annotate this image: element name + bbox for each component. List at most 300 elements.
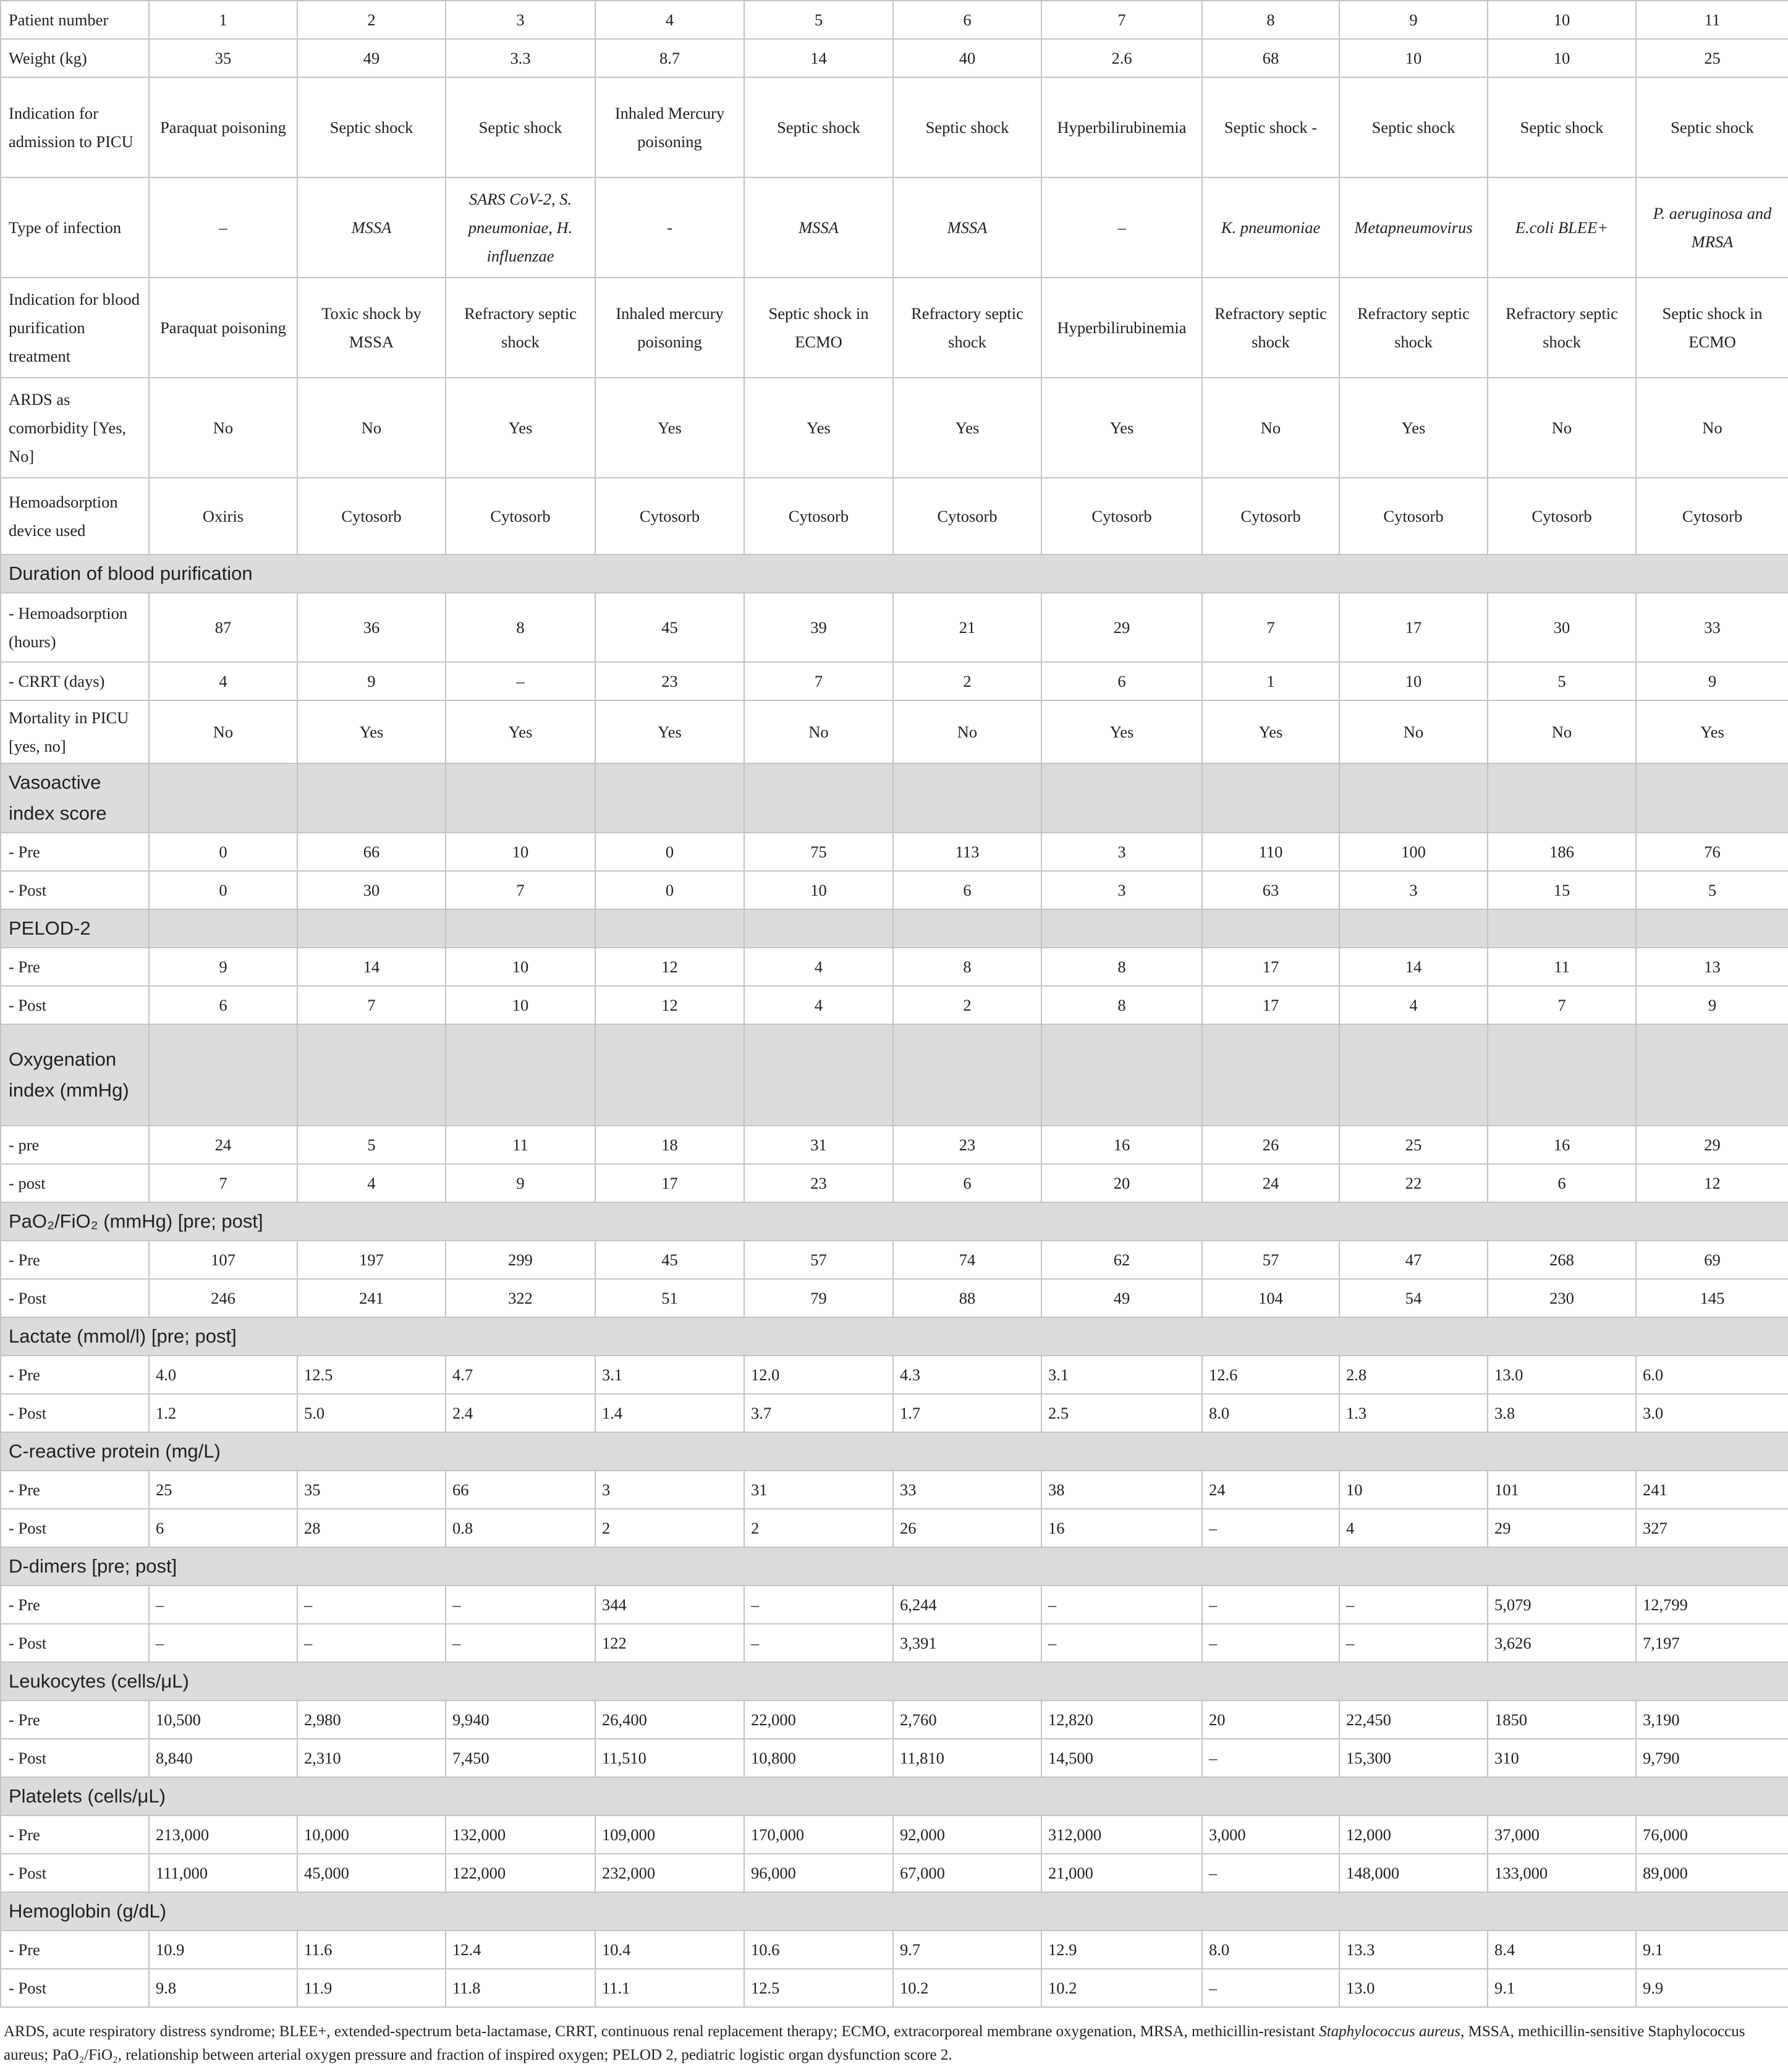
table-cell: 8.0 — [1202, 1394, 1339, 1432]
table-cell: P. aeruginosa and MRSA — [1636, 177, 1788, 278]
table-cell: 69 — [1636, 1241, 1788, 1279]
section-empty-cell — [744, 763, 893, 833]
table-cell: Metapneumovirus — [1339, 177, 1488, 278]
table-cell: 22,450 — [1339, 1700, 1488, 1739]
table-row — [1, 77, 1788, 177]
table-cell: 5 — [744, 1, 893, 39]
table-cell: 66 — [297, 833, 446, 871]
table-cell: 3 — [595, 1471, 744, 1509]
table-cell: 4 — [149, 662, 297, 700]
table-cell: 1850 — [1488, 1700, 1636, 1739]
row-label: - Hemoadsorption (hours) — [1, 593, 149, 662]
table-row — [1, 1509, 1788, 1547]
table-cell: 12 — [595, 948, 744, 986]
table-cell: No — [1488, 378, 1636, 478]
section-empty-cell — [1339, 909, 1488, 948]
table-cell: 9.9 — [1636, 1969, 1788, 2007]
section-header-row — [1, 909, 1788, 948]
table-cell: Septic shock in ECMO — [1636, 278, 1788, 378]
table-cell: No — [149, 378, 297, 478]
table-cell: 31 — [744, 1471, 893, 1509]
row-label: - post — [1, 1164, 149, 1202]
table-cell: 33 — [893, 1471, 1041, 1509]
row-label: - Pre — [1, 1586, 149, 1624]
table-cell: 24 — [1202, 1164, 1339, 1202]
table-cell: 113 — [893, 833, 1041, 871]
table-cell: – — [1202, 1586, 1339, 1624]
table-cell: 40 — [893, 39, 1041, 77]
row-label: - Pre — [1, 1930, 149, 1969]
table-cell: 11,810 — [893, 1739, 1041, 1777]
section-empty-cell — [1041, 1024, 1202, 1126]
table-cell: 10 — [446, 948, 595, 986]
row-label: - Post — [1, 1394, 149, 1432]
table-cell: 2.8 — [1339, 1356, 1488, 1394]
table-cell: Yes — [595, 700, 744, 763]
section-header-row — [1, 1547, 1788, 1586]
row-label: - Pre — [1, 948, 149, 986]
table-cell: 6 — [893, 871, 1041, 909]
table-cell: 51 — [595, 1279, 744, 1317]
table-cell: 2 — [893, 662, 1041, 700]
section-empty-cell — [1202, 763, 1339, 833]
table-cell: 76,000 — [1636, 1815, 1788, 1854]
table-cell: 26,400 — [595, 1700, 744, 1739]
table-cell: Yes — [297, 700, 446, 763]
table-cell: 9.1 — [1636, 1930, 1788, 1969]
table-cell: 33 — [1636, 593, 1788, 662]
table-row — [1, 1854, 1788, 1892]
section-header-row — [1, 1024, 1788, 1126]
table-cell: 2,760 — [893, 1700, 1041, 1739]
table-cell: 15,300 — [1339, 1739, 1488, 1777]
table-cell: – — [1202, 1509, 1339, 1547]
table-cell: 4.3 — [893, 1356, 1041, 1394]
table-cell: 26 — [1202, 1126, 1339, 1164]
table-row — [1, 833, 1788, 871]
table-cell: K. pneumoniae — [1202, 177, 1339, 278]
row-label: - Post — [1, 1279, 149, 1317]
table-cell: 29 — [1488, 1509, 1636, 1547]
table-cell: 7 — [1202, 593, 1339, 662]
section-empty-cell — [893, 763, 1041, 833]
table-cell: 2 — [595, 1509, 744, 1547]
table-row — [1, 1739, 1788, 1777]
table-cell: Septic shock — [1636, 77, 1788, 177]
table-cell: 322 — [446, 1279, 595, 1317]
table-row — [1, 1279, 1788, 1317]
table-cell: 6 — [893, 1, 1041, 39]
section-title: PELOD-2 — [1, 909, 149, 948]
table-cell: 66 — [446, 1471, 595, 1509]
table-cell: SARS CoV-2, S. pneumoniae, H. influenzae — [446, 177, 595, 278]
table-cell: Refractory septic shock — [1488, 278, 1636, 378]
table-row — [1, 177, 1788, 278]
table-cell: 12.6 — [1202, 1356, 1339, 1394]
table-cell: 4 — [1339, 986, 1488, 1024]
table-cell: Yes — [1202, 700, 1339, 763]
section-header-row — [1, 1432, 1788, 1471]
section-empty-cell — [744, 1024, 893, 1126]
table-row — [1, 1815, 1788, 1854]
section-empty-cell — [149, 763, 297, 833]
table-cell: 186 — [1488, 833, 1636, 871]
table-cell: 4.7 — [446, 1356, 595, 1394]
table-cell: Cytosorb — [1339, 478, 1488, 554]
table-cell: 213,000 — [149, 1815, 297, 1854]
table-cell: Yes — [1041, 378, 1202, 478]
table-cell: 1.4 — [595, 1394, 744, 1432]
table-cell: 5 — [1488, 662, 1636, 700]
table-cell: No — [1488, 700, 1636, 763]
table-cell: 45 — [595, 593, 744, 662]
table-cell: 14 — [297, 948, 446, 986]
table-row — [1, 1, 1788, 39]
table-row — [1, 478, 1788, 554]
row-label: - Pre — [1, 1471, 149, 1509]
section-empty-cell — [297, 909, 446, 948]
section-title: C-reactive protein (mg/L) — [1, 1432, 1788, 1471]
table-cell: Refractory septic shock — [1339, 278, 1488, 378]
section-header-row — [1, 1317, 1788, 1356]
table-cell: 2 — [297, 1, 446, 39]
table-cell: – — [446, 1586, 595, 1624]
table-cell: 10.2 — [893, 1969, 1041, 2007]
section-empty-cell — [446, 1024, 595, 1126]
section-empty-cell — [1488, 763, 1636, 833]
table-cell: 3 — [1041, 833, 1202, 871]
row-label: - Post — [1, 1854, 149, 1892]
table-row — [1, 986, 1788, 1024]
table-cell: 232,000 — [595, 1854, 744, 1892]
section-empty-cell — [1339, 1024, 1488, 1126]
table-cell: 10 — [1339, 1471, 1488, 1509]
table-cell: Septic shock — [1488, 77, 1636, 177]
table-cell: 4 — [297, 1164, 446, 1202]
table-cell: No — [149, 700, 297, 763]
footnote-text: ARDS, acute respiratory distress syndrome; BLEE+, extended-spectrum beta-lactamase, CRRT, continuous renal replacement therapy; ECMO, extracorporeal membrane oxygenation, MRSA, methicillin-resistant — [4, 2023, 1320, 2040]
table-row — [1, 1356, 1788, 1394]
section-empty-cell — [1202, 909, 1339, 948]
table-row — [1, 700, 1788, 763]
table-cell: 11.6 — [297, 1930, 446, 1969]
table-cell: 12.0 — [744, 1356, 893, 1394]
table-cell: Hyperbilirubinemia — [1041, 278, 1202, 378]
table-cell: No — [297, 378, 446, 478]
table-cell: 92,000 — [893, 1815, 1041, 1854]
table-cell: 6 — [149, 986, 297, 1024]
table-cell: 268 — [1488, 1241, 1636, 1279]
table-cell: 21,000 — [1041, 1854, 1202, 1892]
table-cell: 20 — [1041, 1164, 1202, 1202]
section-title: PaO₂/FiO₂ (mmHg) [pre; post] — [1, 1202, 1788, 1241]
table-cell: 11,510 — [595, 1739, 744, 1777]
table-cell: 16 — [1041, 1126, 1202, 1164]
table-cell: 12,799 — [1636, 1586, 1788, 1624]
table-cell: 89,000 — [1636, 1854, 1788, 1892]
row-label: - CRRT (days) — [1, 662, 149, 700]
row-label: - Post — [1, 1969, 149, 2007]
table-cell: 29 — [1041, 593, 1202, 662]
section-header-row — [1, 1662, 1788, 1700]
row-label: - Post — [1, 986, 149, 1024]
table-cell: 246 — [149, 1279, 297, 1317]
table-cell: 26 — [893, 1509, 1041, 1547]
table-cell: 2,980 — [297, 1700, 446, 1739]
table-cell: 3.3 — [446, 39, 595, 77]
table-cell: 35 — [297, 1471, 446, 1509]
section-empty-cell — [595, 763, 744, 833]
table-cell: No — [744, 700, 893, 763]
table-cell: 11 — [1488, 948, 1636, 986]
section-title: D-dimers [pre; post] — [1, 1547, 1788, 1586]
table-cell: 9 — [1339, 1, 1488, 39]
table-cell: – — [744, 1586, 893, 1624]
table-cell: – — [1202, 1739, 1339, 1777]
table-cell: 299 — [446, 1241, 595, 1279]
table-cell: 7 — [446, 871, 595, 909]
table-cell: No — [893, 700, 1041, 763]
table-cell: 9 — [446, 1164, 595, 1202]
section-empty-cell — [595, 909, 744, 948]
table-cell: 7 — [149, 1164, 297, 1202]
section-empty-cell — [297, 1024, 446, 1126]
table-cell: 12.5 — [744, 1969, 893, 2007]
table-cell: 2 — [744, 1509, 893, 1547]
section-header-row — [1, 1777, 1788, 1815]
table-row — [1, 39, 1788, 77]
table-cell: 4 — [595, 1, 744, 39]
table-row — [1, 662, 1788, 700]
row-label: - Post — [1, 1739, 149, 1777]
row-label: Patient number — [1, 1, 149, 39]
table-cell: 4 — [744, 948, 893, 986]
section-empty-cell — [297, 763, 446, 833]
table-cell: 22 — [1339, 1164, 1488, 1202]
table-cell: 20 — [1202, 1700, 1339, 1739]
table-cell: 15 — [1488, 871, 1636, 909]
table-row — [1, 1394, 1788, 1432]
table-cell: 6,244 — [893, 1586, 1041, 1624]
section-empty-cell — [1488, 1024, 1636, 1126]
table-cell: 132,000 — [446, 1815, 595, 1854]
table-cell: 3.0 — [1636, 1394, 1788, 1432]
table-cell: 1.3 — [1339, 1394, 1488, 1432]
table-row — [1, 278, 1788, 378]
table-cell: 13.0 — [1339, 1969, 1488, 2007]
table-cell: No — [1202, 378, 1339, 478]
table-cell: 10,500 — [149, 1700, 297, 1739]
table-cell: 2.5 — [1041, 1394, 1202, 1432]
section-empty-cell — [446, 763, 595, 833]
table-row — [1, 1586, 1788, 1624]
table-cell: Paraquat poisoning — [149, 278, 297, 378]
table-cell: Inhaled mercury poisoning — [595, 278, 744, 378]
table-cell: 45 — [595, 1241, 744, 1279]
table-cell: 75 — [744, 833, 893, 871]
table-cell: 3 — [1041, 871, 1202, 909]
row-label: - pre — [1, 1126, 149, 1164]
table-cell: 10 — [446, 986, 595, 1024]
section-title: Duration of blood purification — [1, 554, 1788, 593]
table-cell: 17 — [1202, 986, 1339, 1024]
table-cell: Yes — [893, 378, 1041, 478]
table-cell: 241 — [297, 1279, 446, 1317]
section-empty-cell — [1041, 763, 1202, 833]
table-cell: 76 — [1636, 833, 1788, 871]
table-cell: 12 — [595, 986, 744, 1024]
table-cell: 8,840 — [149, 1739, 297, 1777]
table-cell: 7,197 — [1636, 1624, 1788, 1662]
section-empty-cell — [1041, 909, 1202, 948]
table-cell: – — [1339, 1624, 1488, 1662]
table-cell: Refractory septic shock — [446, 278, 595, 378]
table-cell: 10.4 — [595, 1930, 744, 1969]
row-label: Weight (kg) — [1, 39, 149, 77]
row-label: - Pre — [1, 1700, 149, 1739]
table-cell: – — [297, 1624, 446, 1662]
table-cell: 11 — [1636, 1, 1788, 39]
section-empty-cell — [595, 1024, 744, 1126]
table-cell: Hyperbilirubinemia — [1041, 77, 1202, 177]
table-cell: 35 — [149, 39, 297, 77]
table-cell: – — [1041, 1624, 1202, 1662]
table-cell: 197 — [297, 1241, 446, 1279]
table-cell: – — [1202, 1854, 1339, 1892]
footnote-text-end: , MSSA, methicillin-sensitive Staphylococcus aureus; PaO₂/FiO₂, relationship between arterial oxygen pressure and fraction of inspired oxygen; PELOD 2, pediatric logistic organ dysfunction score 2. — [4, 2023, 1745, 2063]
table-cell: Cytosorb — [1041, 478, 1202, 554]
table-cell: 8 — [446, 593, 595, 662]
table-row — [1, 1700, 1788, 1739]
table-cell: Toxic shock by MSSA — [297, 278, 446, 378]
table-cell: Septic shock — [1339, 77, 1488, 177]
section-header-row — [1, 1892, 1788, 1930]
table-cell: 9 — [149, 948, 297, 986]
table-cell: 7 — [744, 662, 893, 700]
table-cell: 310 — [1488, 1739, 1636, 1777]
table-cell: 45,000 — [297, 1854, 446, 1892]
table-cell: 23 — [893, 1126, 1041, 1164]
table-cell: Septic shock in ECMO — [744, 278, 893, 378]
table-cell: 0 — [149, 833, 297, 871]
table-cell: Cytosorb — [744, 478, 893, 554]
table-cell: 6 — [1488, 1164, 1636, 1202]
table-cell: Cytosorb — [297, 478, 446, 554]
table-cell: 25 — [149, 1471, 297, 1509]
table-cell: 10 — [1488, 39, 1636, 77]
table-cell: 10.2 — [1041, 1969, 1202, 2007]
table-cell: 11.1 — [595, 1969, 744, 2007]
table-cell: 30 — [1488, 593, 1636, 662]
table-cell: – — [1202, 1969, 1339, 2007]
table-cell: E.coli BLEE+ — [1488, 177, 1636, 278]
table-cell: Septic shock — [744, 77, 893, 177]
section-header-row — [1, 763, 1788, 833]
table-cell: 12.5 — [297, 1356, 446, 1394]
table-cell: 10 — [744, 871, 893, 909]
table-cell: 57 — [744, 1241, 893, 1279]
table-cell: 5 — [297, 1126, 446, 1164]
table-cell: 28 — [297, 1509, 446, 1547]
table-cell: – — [297, 1586, 446, 1624]
table-cell: – — [149, 1586, 297, 1624]
table-cell: 29 — [1636, 1126, 1788, 1164]
section-empty-cell — [1636, 1024, 1788, 1126]
table-cell: 54 — [1339, 1279, 1488, 1317]
table-cell: 9,790 — [1636, 1739, 1788, 1777]
table-cell: 12.9 — [1041, 1930, 1202, 1969]
table-row — [1, 1241, 1788, 1279]
table-cell: – — [1339, 1586, 1488, 1624]
table-cell: Cytosorb — [595, 478, 744, 554]
table-cell: 241 — [1636, 1471, 1788, 1509]
table-cell: Septic shock - — [1202, 77, 1339, 177]
table-row — [1, 871, 1788, 909]
table-cell: 3.8 — [1488, 1394, 1636, 1432]
table-cell: 0 — [595, 833, 744, 871]
table-cell: 8.0 — [1202, 1930, 1339, 1969]
table-cell: – — [1041, 177, 1202, 278]
section-empty-cell — [1636, 909, 1788, 948]
table-cell: 3,000 — [1202, 1815, 1339, 1854]
section-title: Hemoglobin (g/dL) — [1, 1892, 1788, 1930]
table-cell: 10 — [446, 833, 595, 871]
table-cell: 49 — [297, 39, 446, 77]
table-cell: 5,079 — [1488, 1586, 1636, 1624]
table-row — [1, 948, 1788, 986]
table-cell: 11.8 — [446, 1969, 595, 2007]
table-footnote — [0, 2020, 1787, 2067]
table-cell: 5.0 — [297, 1394, 446, 1432]
table-cell: 104 — [1202, 1279, 1339, 1317]
table-cell: Septic shock — [297, 77, 446, 177]
table-cell: – — [1041, 1586, 1202, 1624]
table-cell: 2 — [893, 986, 1041, 1024]
table-cell: 49 — [1041, 1279, 1202, 1317]
table-cell: 12 — [1636, 1164, 1788, 1202]
table-cell: 96,000 — [744, 1854, 893, 1892]
table-cell: 1.2 — [149, 1394, 297, 1432]
table-cell: 38 — [1041, 1471, 1202, 1509]
row-label: Type of infection — [1, 177, 149, 278]
table-cell: – — [744, 1624, 893, 1662]
table-cell: 145 — [1636, 1279, 1788, 1317]
table-cell: – — [446, 662, 595, 700]
table-row — [1, 593, 1788, 662]
table-cell: 21 — [893, 593, 1041, 662]
table-cell: 9.1 — [1488, 1969, 1636, 2007]
table-cell: No — [1636, 378, 1788, 478]
table-cell: 9.7 — [893, 1930, 1041, 1969]
table-cell: 100 — [1339, 833, 1488, 871]
section-title: Lactate (mmol/l) [pre; post] — [1, 1317, 1788, 1356]
section-empty-cell — [893, 1024, 1041, 1126]
table-cell: 133,000 — [1488, 1854, 1636, 1892]
row-label: - Pre — [1, 1815, 149, 1854]
table-cell: 1.7 — [893, 1394, 1041, 1432]
table-cell: 13 — [1636, 948, 1788, 986]
table-cell: 88 — [893, 1279, 1041, 1317]
table-cell: 10 — [1339, 662, 1488, 700]
table-cell: 9 — [1636, 986, 1788, 1024]
table-cell: 9.8 — [149, 1969, 297, 2007]
table-cell: 230 — [1488, 1279, 1636, 1317]
table-cell: 6 — [1041, 662, 1202, 700]
section-title: Platelets (cells/μL) — [1, 1777, 1788, 1815]
table-cell: 57 — [1202, 1241, 1339, 1279]
table-cell: 110 — [1202, 833, 1339, 871]
row-label: Mortality in PICU [yes, no] — [1, 700, 149, 763]
